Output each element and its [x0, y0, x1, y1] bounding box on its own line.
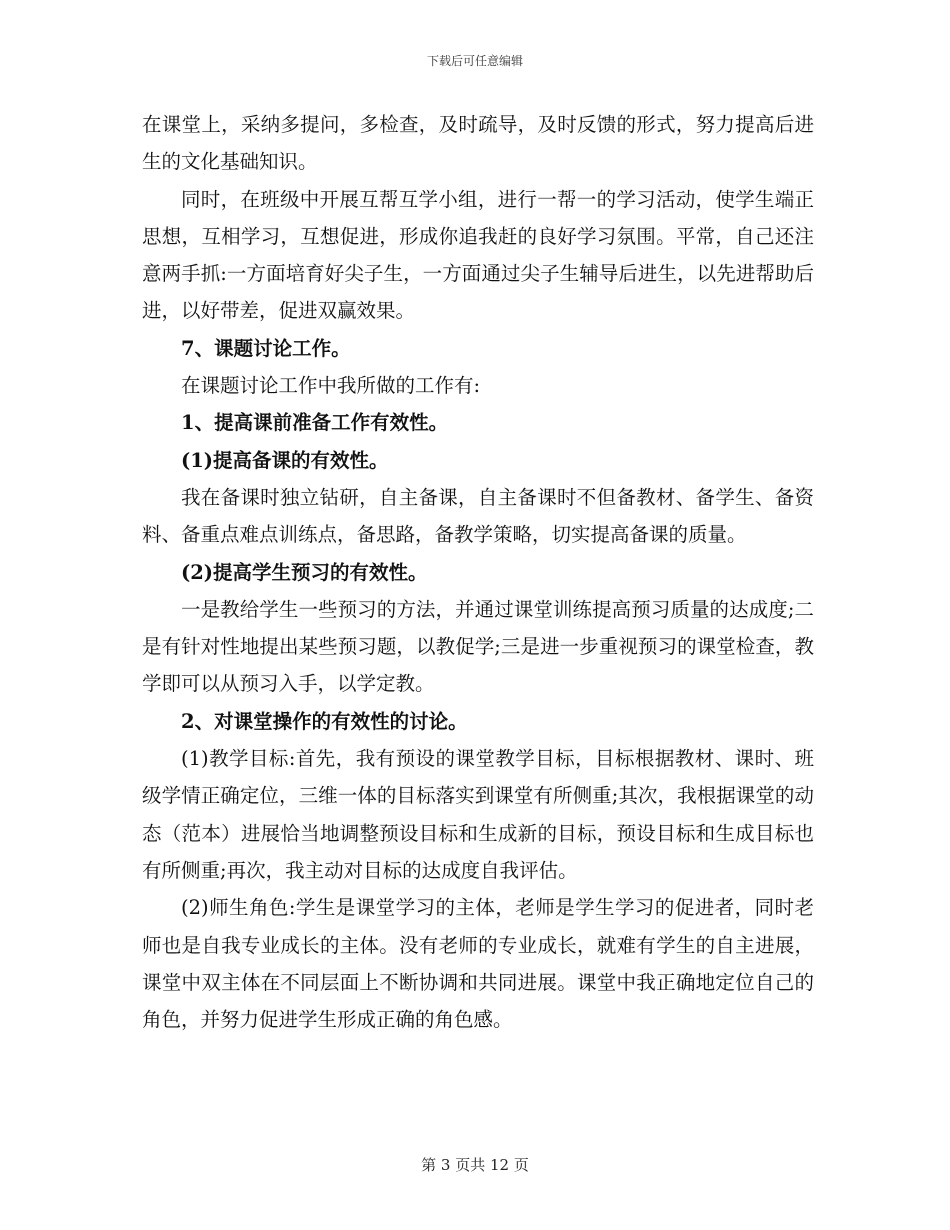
subsection-heading: (1)提高备课的有效性。 — [181, 448, 389, 472]
page-number-footer: 第 3 页共 12 页 — [421, 1156, 529, 1174]
paragraph: (1)教学目标:首先，我有预设的课堂教学目标，目标根据教材、课时、班级学情正确定位，三维一体的目标落实到课堂有所侧重;其次，我根据课堂的动态（范本）进展恰当地调整预设目标和生成新的目标，预设目标和生成目标也有所侧重;再次，我主动对目标的达成度自我评估。 — [142, 747, 814, 882]
page-header: 下载后可任意编辑 — [426, 54, 523, 68]
paragraph: 我在备课时独立钻研，自主备课，自主备课时不但备教材、备学生、备资料、备重点难点训练点，备思路，备教学策略，切实提高备课的质量。 — [142, 485, 814, 547]
section-heading: 2、对课堂操作的有效性的讨论。 — [181, 709, 468, 733]
section-heading: 7、课题讨论工作。 — [181, 336, 351, 360]
paragraph: 在课堂上，采纳多提问，多检查，及时疏导，及时反馈的形式，努力提高后进生的文化基础知识。 — [142, 113, 814, 174]
document-body — [142, 106, 814, 1038]
paragraph: 同时，在班级中开展互帮互学小组，进行一帮一的学习活动，使学生端正思想，互相学习，互想促进，形成你追我赶的良好学习氛围。平常，自己还注意两手抓:一方面培育好尖子生，一方面通过尖子生辅导后进生，以先进帮助后进，以好带差，促进双赢效果。 — [142, 187, 814, 323]
paragraph: (2)师生角色:学生是课堂学习的主体，老师是学生学习的促进者，同时老师也是自我专业成长的主体。没有老师的专业成长，就难有学生的自主进展，课堂中双主体在不同层面上不断协调和共同进展。课堂中我正确地定位自己的角色，并努力促进学生形成正确的角色感。 — [142, 896, 814, 1032]
paragraph: 在课题讨论工作中我所做的工作有: — [181, 374, 481, 398]
subsection-heading: (2)提高学生预习的有效性。 — [181, 560, 428, 584]
paragraph: 一是教给学生一些预习的方法，并通过课堂训练提高预习质量的达成度;二是有针对性地提出某些预习题，以教促学;三是进一步重视预习的课堂检查，教学即可以从预习入手，以学定教。 — [142, 597, 814, 696]
section-heading: 1、提高课前准备工作有效性。 — [181, 411, 449, 435]
